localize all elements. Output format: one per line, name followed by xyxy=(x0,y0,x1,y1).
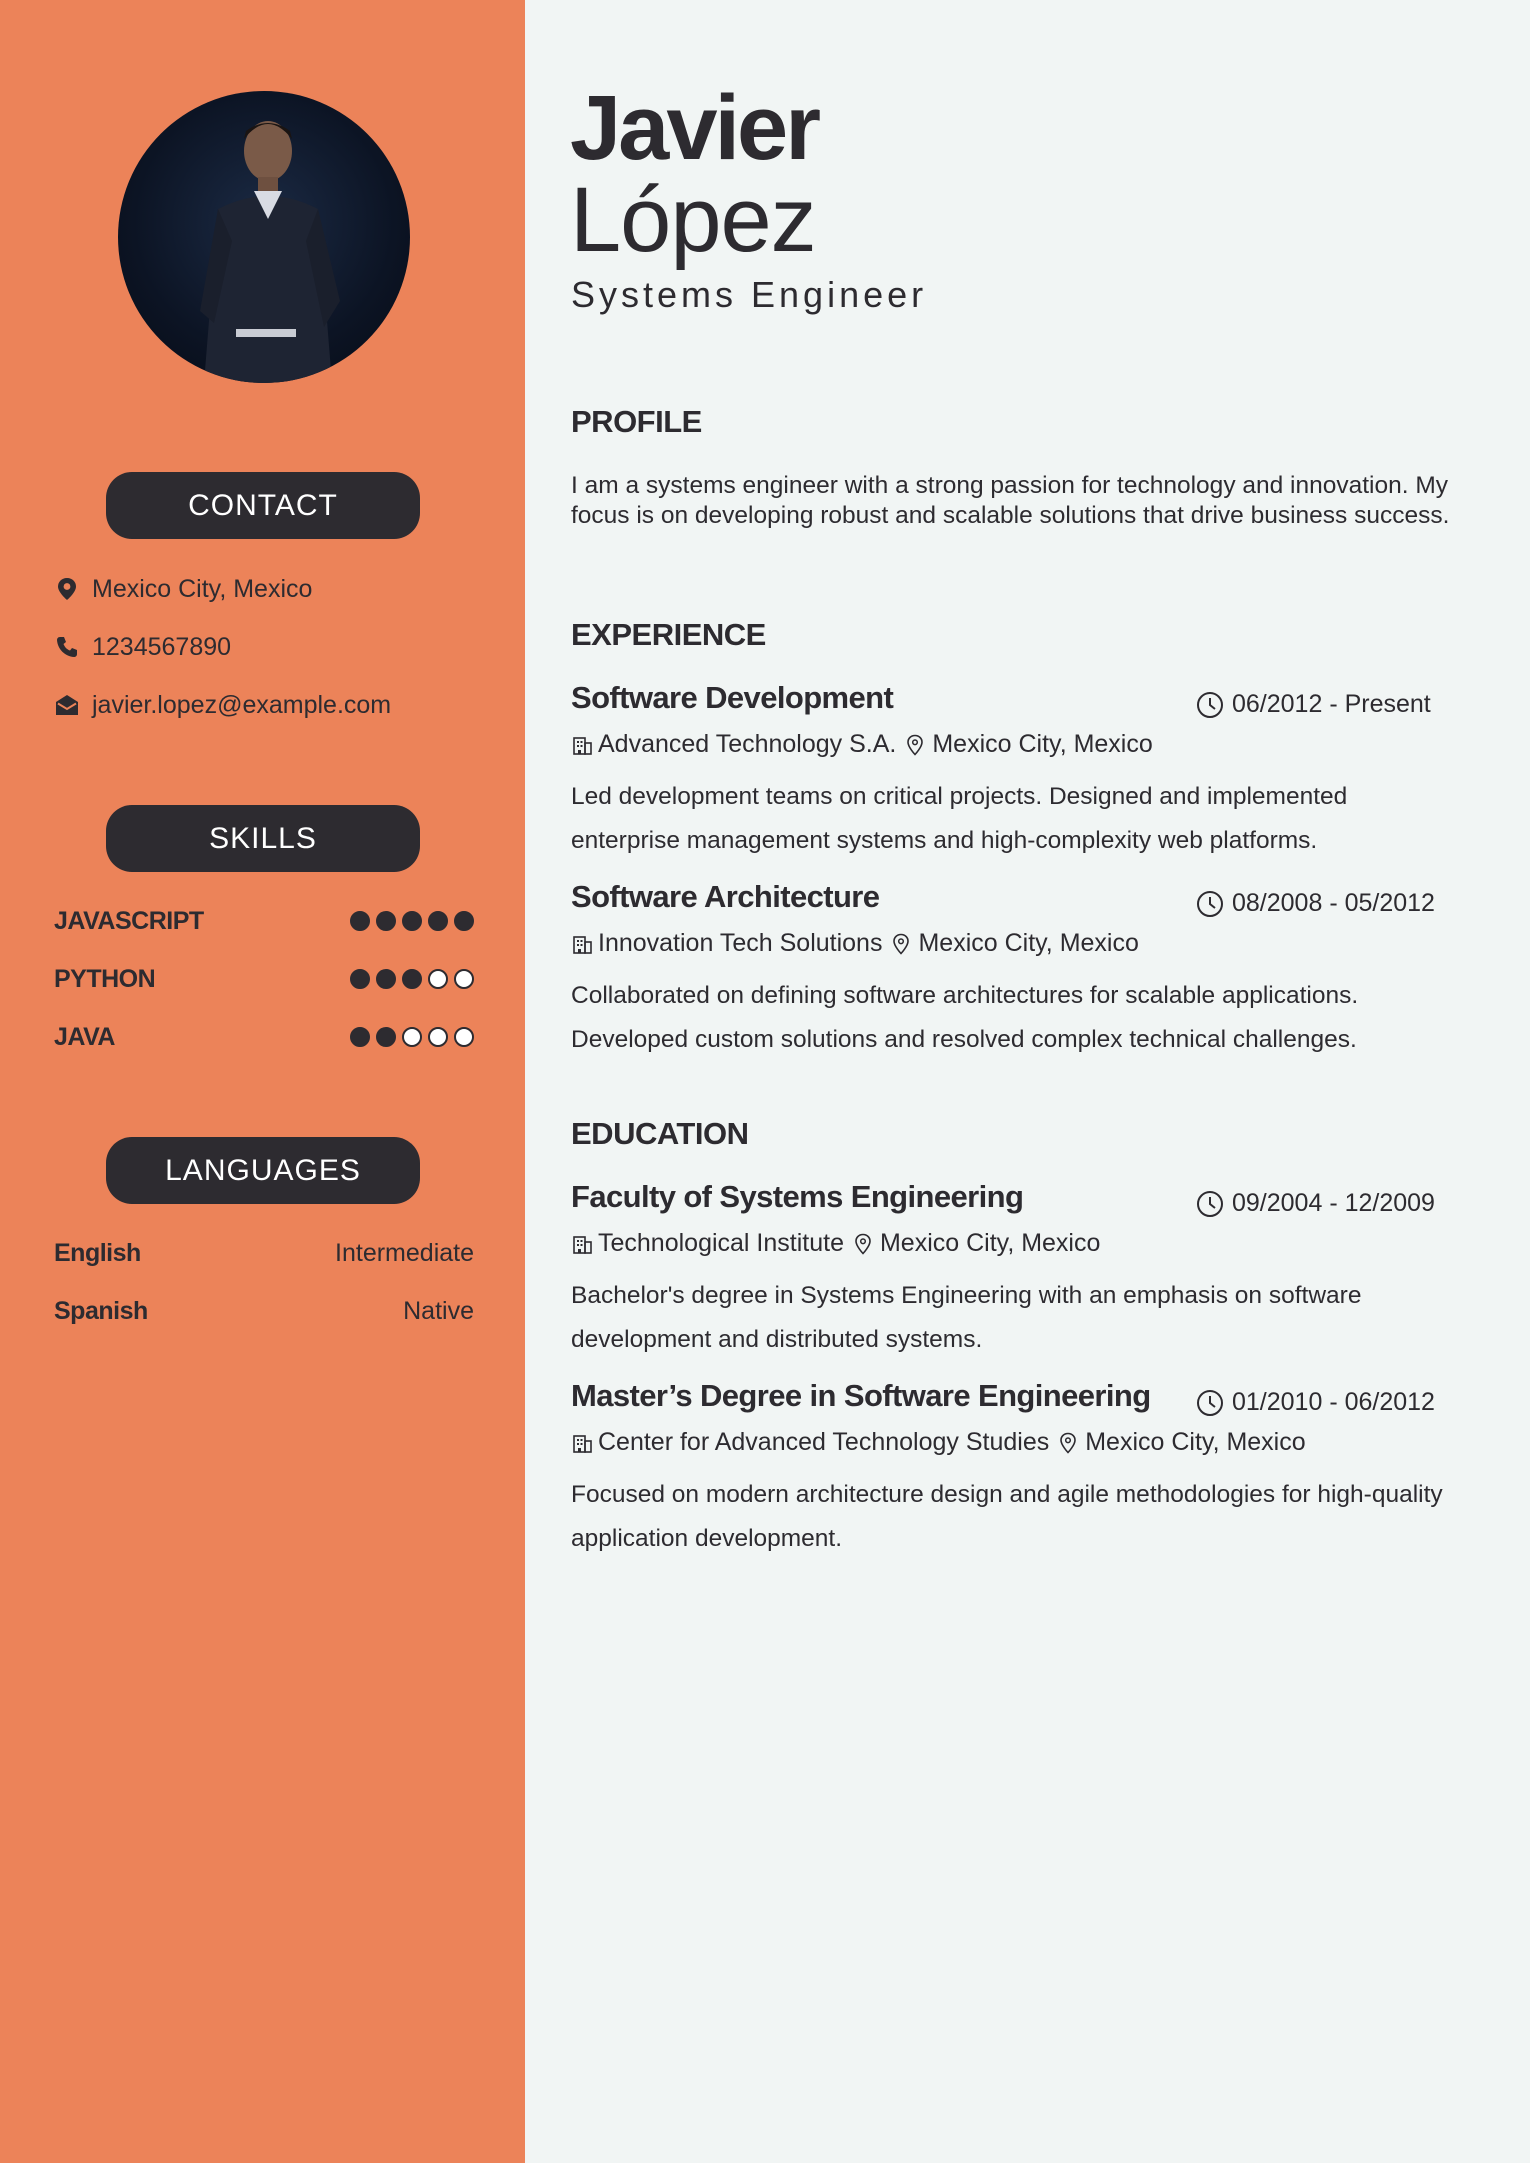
skill-rating xyxy=(350,911,474,931)
languages-heading: LANGUAGES xyxy=(106,1137,420,1204)
experience-description: Led development teams on critical projects. Designed and implemented enterprise management systems and high-complexity web platforms. xyxy=(571,783,1348,854)
building-icon xyxy=(571,734,593,756)
education-organization: Center for Advanced Technology Studies xyxy=(598,1428,1050,1456)
language-level: Intermediate xyxy=(335,1238,474,1267)
experience-organization: Advanced Technology S.A. xyxy=(598,730,897,758)
clock-icon xyxy=(1196,691,1224,719)
clock-icon xyxy=(1196,1190,1224,1218)
experience-description: Collaborated on defining software architectures for scalable applications. Developed custom solutions and resolved complex technical challenges. xyxy=(571,982,1359,1053)
experience-heading: EXPERIENCE xyxy=(571,617,766,652)
experience-meta xyxy=(571,929,1139,958)
skill-name: PYTHON xyxy=(54,964,156,993)
language-name: Spanish xyxy=(54,1296,148,1325)
envelope-icon xyxy=(54,692,80,718)
main-content xyxy=(525,0,1530,2163)
rating-dot-filled xyxy=(402,911,422,931)
clock-icon xyxy=(1196,890,1224,918)
rating-dot-filled xyxy=(428,911,448,931)
rating-dot-empty xyxy=(428,1027,448,1047)
education-meta xyxy=(571,1428,1306,1457)
profile-heading: PROFILE xyxy=(571,404,702,439)
education-dates-text: 01/2010 - 06/2012 xyxy=(1232,1388,1435,1416)
language-level: Native xyxy=(403,1296,474,1325)
skill-rating xyxy=(350,969,474,989)
skill-name: JAVA xyxy=(54,1022,115,1051)
education-organization: Technological Institute xyxy=(598,1229,844,1257)
education-location: Mexico City, Mexico xyxy=(1085,1428,1306,1456)
experience-meta xyxy=(571,730,1153,759)
education-location: Mexico City, Mexico xyxy=(879,1229,1101,1257)
skill-row xyxy=(54,904,474,938)
rating-dot-filled xyxy=(350,1027,370,1047)
rating-dot-filled xyxy=(376,911,396,931)
rating-dot-empty xyxy=(454,969,474,989)
skill-name: JAVASCRIPT xyxy=(54,906,204,935)
contact-heading: CONTACT xyxy=(106,472,420,539)
rating-dot-filled xyxy=(376,1027,396,1047)
language-row xyxy=(54,1236,474,1270)
building-icon xyxy=(571,1432,593,1454)
experience-organization: Innovation Tech Solutions xyxy=(598,929,883,957)
language-name: English xyxy=(54,1238,141,1267)
contact-location-text: Mexico City, Mexico xyxy=(92,574,313,603)
building-icon xyxy=(571,933,593,955)
first-name: Javier xyxy=(570,77,819,179)
education-dates-text: 09/2004 - 12/2009 xyxy=(1232,1189,1435,1217)
skill-rating xyxy=(350,1027,474,1047)
rating-dot-filled xyxy=(402,969,422,989)
last-name: López xyxy=(570,169,816,271)
experience-dates-text: 06/2012 - Present xyxy=(1232,690,1431,718)
contact-email-text[interactable]: javier.lopez@example.com xyxy=(92,690,392,719)
experience-title: Software Development xyxy=(571,680,894,715)
education-dates xyxy=(1196,1388,1435,1417)
skills-heading: SKILLS xyxy=(106,805,420,872)
skill-row xyxy=(54,1020,474,1054)
experience-dates xyxy=(1196,690,1431,719)
experience-location: Mexico City, Mexico xyxy=(918,929,1139,957)
profile-photo xyxy=(118,91,410,383)
job-title: Systems Engineer xyxy=(571,274,928,315)
rating-dot-empty xyxy=(454,1027,474,1047)
rating-dot-filled xyxy=(454,911,474,931)
education-description: Bachelor's degree in Systems Engineering with an emphasis on software development and distributed systems. xyxy=(571,1282,1362,1353)
sidebar xyxy=(0,0,525,2163)
education-title: Faculty of Systems Engineering xyxy=(571,1179,1024,1214)
contact-location xyxy=(54,572,312,606)
location-pin-icon xyxy=(1059,1432,1081,1454)
profile-text: I am a systems engineer with a strong passion for technology and innovation. My focus is on developing robust and scalable solutions that drive business success. xyxy=(571,472,1450,529)
experience-location: Mexico City, Mexico xyxy=(932,730,1153,758)
contact-email xyxy=(54,688,391,722)
education-title: Master’s Degree in Software Engineering xyxy=(571,1378,1151,1413)
experience-title: Software Architecture xyxy=(571,879,880,914)
experience-dates xyxy=(1196,889,1435,918)
experience-dates-text: 08/2008 - 05/2012 xyxy=(1232,889,1435,917)
location-pin-icon xyxy=(906,734,928,756)
contact-phone-text: 1234567890 xyxy=(92,632,232,661)
location-pin-icon xyxy=(854,1233,876,1255)
education-description: Focused on modern architecture design and agile methodologies for high-quality application development. xyxy=(571,1481,1443,1552)
building-icon xyxy=(571,1233,593,1255)
rating-dot-filled xyxy=(350,969,370,989)
education-heading: EDUCATION xyxy=(571,1116,749,1151)
education-meta xyxy=(571,1229,1100,1258)
rating-dot-empty xyxy=(402,1027,422,1047)
contact-phone xyxy=(54,630,231,664)
phone-icon xyxy=(54,634,80,660)
education-dates xyxy=(1196,1189,1435,1218)
rating-dot-filled xyxy=(376,969,396,989)
location-pin-icon xyxy=(892,933,914,955)
skill-row xyxy=(54,962,474,996)
rating-dot-filled xyxy=(350,911,370,931)
location-pin-icon xyxy=(54,576,80,602)
clock-icon xyxy=(1196,1389,1224,1417)
rating-dot-empty xyxy=(428,969,448,989)
language-row xyxy=(54,1294,474,1328)
